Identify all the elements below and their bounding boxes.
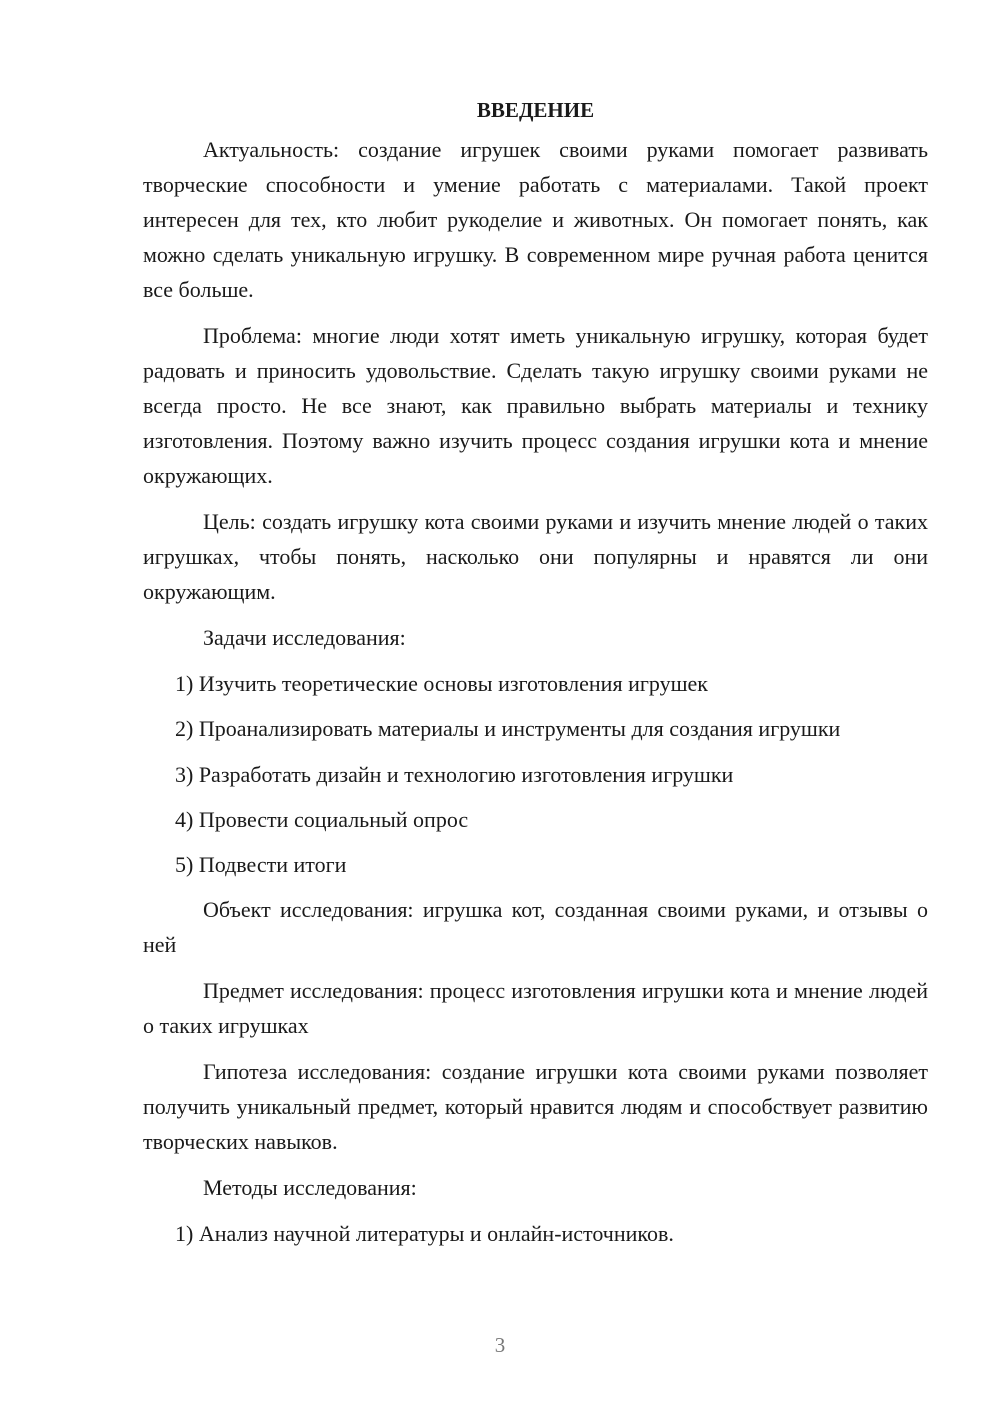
- task-item-4: 4) Провести социальный опрос: [175, 807, 469, 832]
- paragraph-problem: Проблема: многие люди хотят иметь уникальную игрушку, которая будет радовать и приносить удовольствие. Сделать такую игрушку своими руками не всегда просто. Не все знают, как правильно выбрать материалы и технику изготовления. Поэтому важно изучить процесс создания игрушки кота и мнение окружающих.: [143, 323, 928, 488]
- task-item-5: 5) Подвести итоги: [175, 852, 347, 877]
- section-title: ВВЕДЕНИЕ: [476, 98, 595, 122]
- paragraph-subject: Предмет исследования: процесс изготовления игрушки кота и мнение людей о таких игрушках: [143, 978, 928, 1038]
- document-page: [143, 92, 928, 1261]
- paragraph-object: Объект исследования: игрушка кот, созданная своими руками, и отзывы о ней: [143, 897, 928, 957]
- method-item-1: 1) Анализ научной литературы и онлайн-источников.: [175, 1221, 674, 1246]
- methods-heading: Методы исследования:: [203, 1175, 417, 1200]
- paragraph-goal: Цель: создать игрушку кота своими руками и изучить мнение людей о таких игрушках, чтобы понять, насколько они популярны и нравятся ли они окружающим.: [143, 509, 928, 604]
- paragraph-hypothesis: Гипотеза исследования: создание игрушки кота своими руками позволяет получить уникальный предмет, который нравится людям и способствует развитию творческих навыков.: [143, 1059, 928, 1154]
- tasks-heading: Задачи исследования:: [203, 625, 406, 650]
- page-number: 3: [494, 1333, 506, 1357]
- task-item-2: 2) Проанализировать материалы и инструменты для создания игрушки: [175, 716, 841, 741]
- paragraph-relevance: Актуальность: создание игрушек своими руками помогает развивать творческие способности и умение работать с материалами. Такой проект интересен для тех, кто любит рукоделие и животных. Он помогает понять, как можно сделать уникальную игрушку. В современном мире ручная работа ценится все больше.: [143, 137, 928, 302]
- task-item-1: 1) Изучить теоретические основы изготовления игрушек: [175, 671, 708, 696]
- task-item-3: 3) Разработать дизайн и технологию изготовления игрушки: [175, 762, 734, 787]
